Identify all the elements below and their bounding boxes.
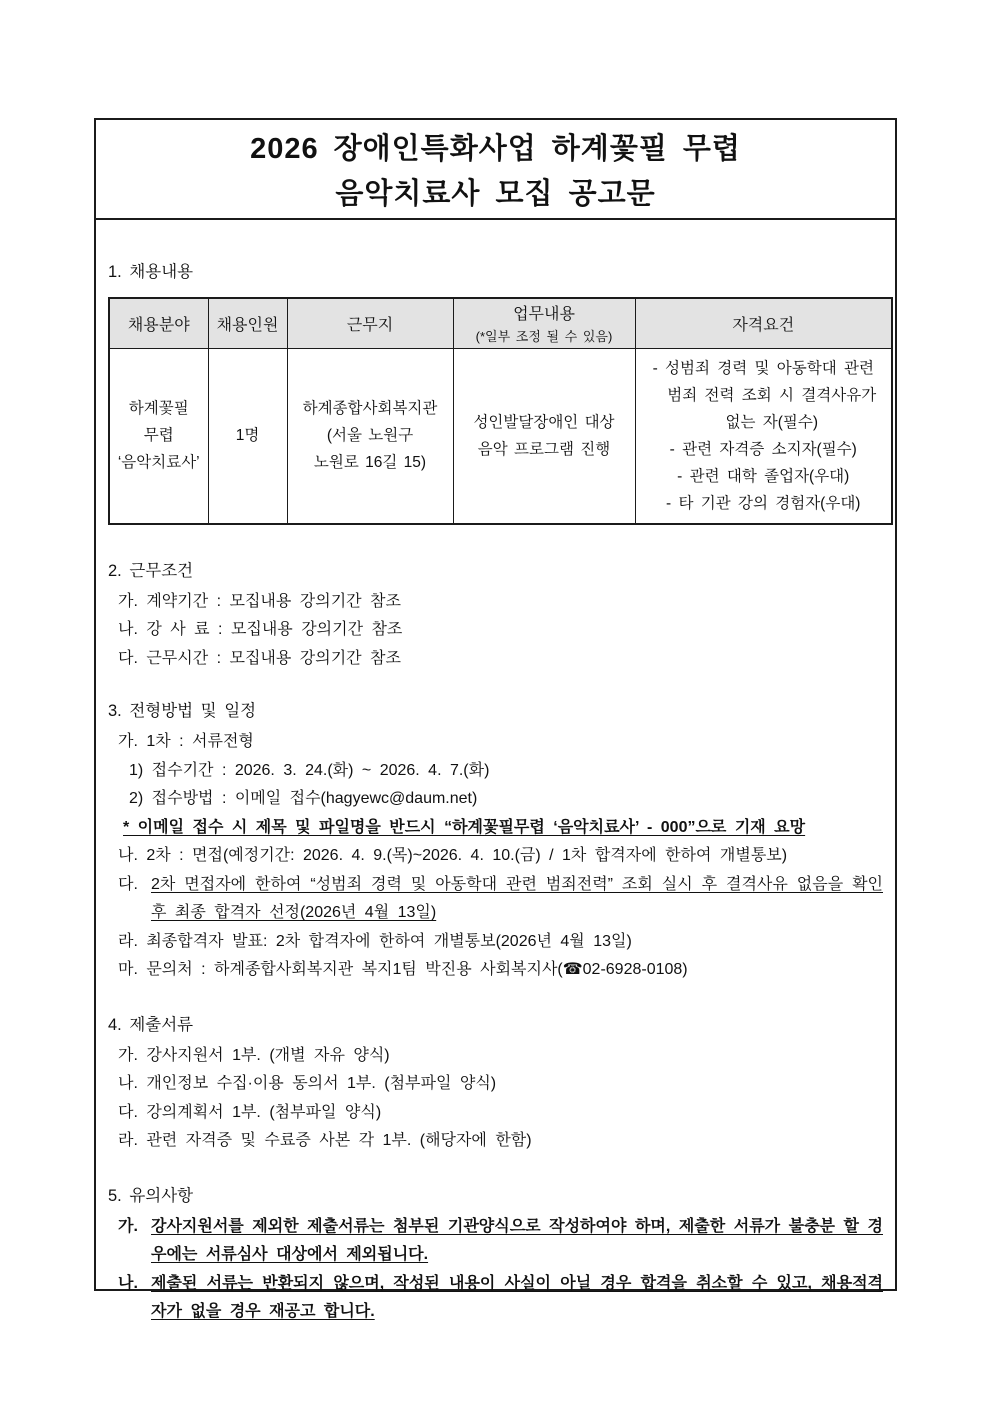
background-check-notice bbox=[108, 871, 883, 928]
field-line: 하계꽃필 bbox=[128, 400, 189, 417]
header-cell-workplace: 근무지 bbox=[287, 298, 453, 348]
title-line-2: 음악치료사 모집 공고문 bbox=[335, 178, 656, 210]
workplace-line: 노원로 16길 15) bbox=[313, 454, 427, 471]
header-cell-qualifications: 자격요건 bbox=[635, 298, 892, 348]
work-condition-item: 가. 계약기간 : 모집내용 강의기간 참조 bbox=[118, 592, 401, 610]
field-line: 무렵 bbox=[143, 427, 174, 444]
title-line-1: 2026 장애인특화사업 하계꽃필 무렵 bbox=[250, 133, 741, 165]
qualification-item: - 타 기관 강의 경험자(우대) bbox=[666, 494, 861, 512]
work-condition-item: 다. 근무시간 : 모집내용 강의기간 참조 bbox=[118, 649, 401, 667]
submission-document-item: 가. 강사지원서 1부. (개별 자유 양식) bbox=[118, 1046, 390, 1064]
section-3-heading: 3. 전형방법 및 일정 bbox=[108, 702, 257, 720]
caution-item-a bbox=[108, 1213, 883, 1270]
selection-step-first: 가. 1차 : 서류전형 bbox=[118, 733, 254, 750]
final-result-announcement: 라. 최종합격자 발표: 2차 합격자에 한하여 개별통보(2026년 4월 13일) bbox=[118, 932, 632, 950]
document-frame bbox=[94, 118, 897, 1320]
submission-document-item: 라. 관련 자격증 및 수료증 사본 각 1부. (해당자에 한함) bbox=[118, 1132, 532, 1149]
table-row bbox=[109, 348, 892, 524]
header-duty-label: 업무내용 bbox=[513, 306, 575, 324]
section-2-heading: 2. 근무조건 bbox=[108, 561, 194, 580]
background-check-text: 2차 면접자에 한하여 “성범죄 경력 및 아동학대 관련 범죄전력” 조회 실시 후 결격사유 없음을 확인 후 최종 합격자 선정(2026년 4월 13일) bbox=[151, 875, 883, 921]
selection-step-second: 나. 2차 : 면접(예정기간: 2026. 4. 9.(목)~2026. 4. 10.(금) / 1차 합격자에 한하여 개별통보) bbox=[118, 847, 788, 864]
caution-a-prefix: 가. bbox=[118, 1217, 138, 1235]
header-duty-note: (*일부 조정 될 수 있음) bbox=[475, 329, 613, 345]
caution-b-prefix: 나. bbox=[118, 1274, 138, 1292]
caution-b-text: 제출된 서류는 반환되지 않으며, 작성된 내용이 사실이 아닐 경우 합격을 취소할 수 있고, 채용적격자가 없을 경우 재공고 합니다. bbox=[151, 1274, 883, 1320]
duty-line: 음악 프로그램 진행 bbox=[477, 440, 611, 458]
submission-document-item: 다. 강의계획서 1부. (첨부파일 양식) bbox=[118, 1103, 382, 1121]
cell-field bbox=[109, 348, 208, 524]
cell-headcount: 1명 bbox=[208, 348, 287, 524]
qualification-item: - 관련 자격증 소지자(필수) bbox=[669, 440, 857, 458]
email-filename-note bbox=[108, 814, 883, 843]
caution-a-text: 강사지원서를 제외한 제출서류는 첨부된 기관양식으로 작성하여야 하며, 제출한 서류가 불충분 할 경우에는 서류심사 대상에서 제외됩니다. bbox=[151, 1217, 883, 1263]
document-title bbox=[96, 120, 895, 220]
header-cell-duty bbox=[453, 298, 635, 348]
caution-item-b bbox=[108, 1270, 883, 1327]
header-cell-field: 채용분야 bbox=[109, 298, 208, 348]
section-5-heading: 5. 유의사항 bbox=[108, 1186, 194, 1205]
header-cell-headcount: 채용인원 bbox=[208, 298, 287, 348]
section-1-heading: 1. 채용내용 bbox=[108, 263, 194, 281]
field-line: ‘음악치료사’ bbox=[117, 454, 200, 471]
contact-info: 마. 문의처 : 하계종합사회복지관 복지1팀 박진용 사회복지사(☎02-6928-0108) bbox=[118, 961, 688, 978]
cell-duty bbox=[453, 348, 635, 524]
section-4-heading: 4. 제출서류 bbox=[108, 1015, 194, 1034]
cell-workplace bbox=[287, 348, 453, 524]
workplace-line: (서울 노원구 bbox=[326, 427, 414, 444]
application-method: 2) 접수방법 : 이메일 접수(hagyewc@daum.net) bbox=[129, 790, 478, 807]
recruitment-table bbox=[108, 297, 893, 525]
background-check-prefix: 다. bbox=[118, 875, 138, 893]
document-body bbox=[96, 258, 895, 1327]
work-condition-item: 나. 강 사 료 : 모집내용 강의기간 참조 bbox=[118, 621, 403, 638]
submission-document-item: 나. 개인정보 수집·이용 동의서 1부. (첨부파일 양식) bbox=[118, 1075, 497, 1092]
duty-line: 성인발달장애인 대상 bbox=[473, 413, 615, 431]
application-period: 1) 접수기간 : 2026. 3. 24.(화) ~ 2026. 4. 7.(화) bbox=[129, 761, 490, 779]
qualification-item: - 관련 대학 졸업자(우대) bbox=[677, 467, 850, 485]
qualification-item: - 성범죄 경력 및 아동학대 관련 범죄 전력 조회 시 결격사유가 없는 자(필수) bbox=[652, 359, 877, 431]
workplace-line: 하계종합사회복지관 bbox=[302, 400, 438, 417]
email-filename-note-text: * 이메일 접수 시 제목 및 파일명을 반드시 “하계꽃필무렵 ‘음악치료사’ - 000”으로 기재 요망 bbox=[123, 818, 806, 836]
cell-qualifications bbox=[635, 348, 892, 524]
table-header-row bbox=[109, 298, 892, 348]
